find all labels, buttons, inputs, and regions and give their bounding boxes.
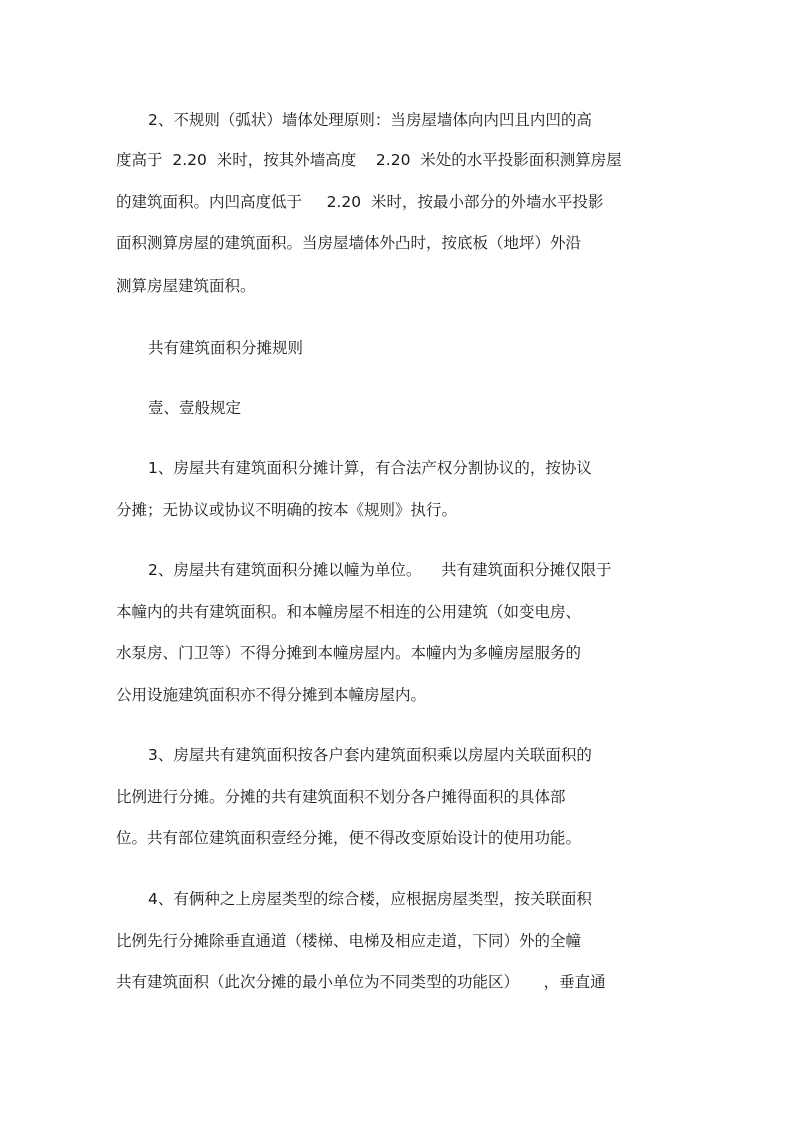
para-1-line-1: 2、不规则（弧状）墙体处理原则：当房屋墙体向内凹且内凹的高 bbox=[148, 111, 592, 129]
para-3-line-4: 公用设施建筑面积亦不得分摊到本幢房屋内。 bbox=[116, 686, 427, 704]
section-heading: 共有建筑面积分摊规则 bbox=[148, 339, 304, 357]
para-1-line-4: 面积测算房屋的建筑面积。当房屋墙体外凸时，按底板（地坪）外沿 bbox=[116, 234, 582, 252]
para-2-line-1: 1、房屋共有建筑面积分摊计算，有合法产权分割协议的，按协议 bbox=[148, 459, 592, 477]
para-5-line-3: 共有建筑面积（此次分摊的最小单位为不同类型的功能区） ，垂直通 bbox=[116, 973, 606, 991]
subsection-heading: 壹、壹般规定 bbox=[148, 399, 242, 417]
para-4-line-2: 比例进行分摊。分摊的共有建筑面积不划分各户摊得面积的具体部 bbox=[116, 788, 566, 806]
para-1-line-2: 度高于 2.20 米时，按其外墙高度 2.20 米处的水平投影面积测算房屋 bbox=[116, 151, 622, 169]
para-5-line-2: 比例先行分摊除垂直通道（楼梯、电梯及相应走道，下同）外的全幢 bbox=[116, 932, 582, 950]
para-2-line-2: 分摊；无协议或协议不明确的按本《规则》执行。 bbox=[116, 501, 458, 519]
para-3-line-1: 2、房屋共有建筑面积分摊以幢为单位。 共有建筑面积分摊仅限于 bbox=[148, 561, 612, 579]
para-3-line-2: 本幢内的共有建筑面积。和本幢房屋不相连的公用建筑（如变电房、 bbox=[116, 603, 582, 621]
para-4-line-1: 3、房屋共有建筑面积按各户套内建筑面积乘以房屋内关联面积的 bbox=[148, 746, 592, 764]
para-4-line-3: 位。共有部位建筑面积壹经分摊，便不得改变原始设计的使用功能。 bbox=[116, 829, 582, 847]
para-5-line-1: 4、有俩种之上房屋类型的综合楼，应根据房屋类型，按关联面积 bbox=[148, 890, 592, 908]
para-3-line-3: 水泵房、门卫等）不得分摊到本幢房屋内。本幢内为多幢房屋服务的 bbox=[116, 644, 582, 662]
para-1-line-5: 测算房屋建筑面积。 bbox=[116, 277, 256, 295]
para-1-line-3: 的建筑面积。内凹高度低于 2.20 米时，按最小部分的外墙水平投影 bbox=[116, 193, 604, 211]
